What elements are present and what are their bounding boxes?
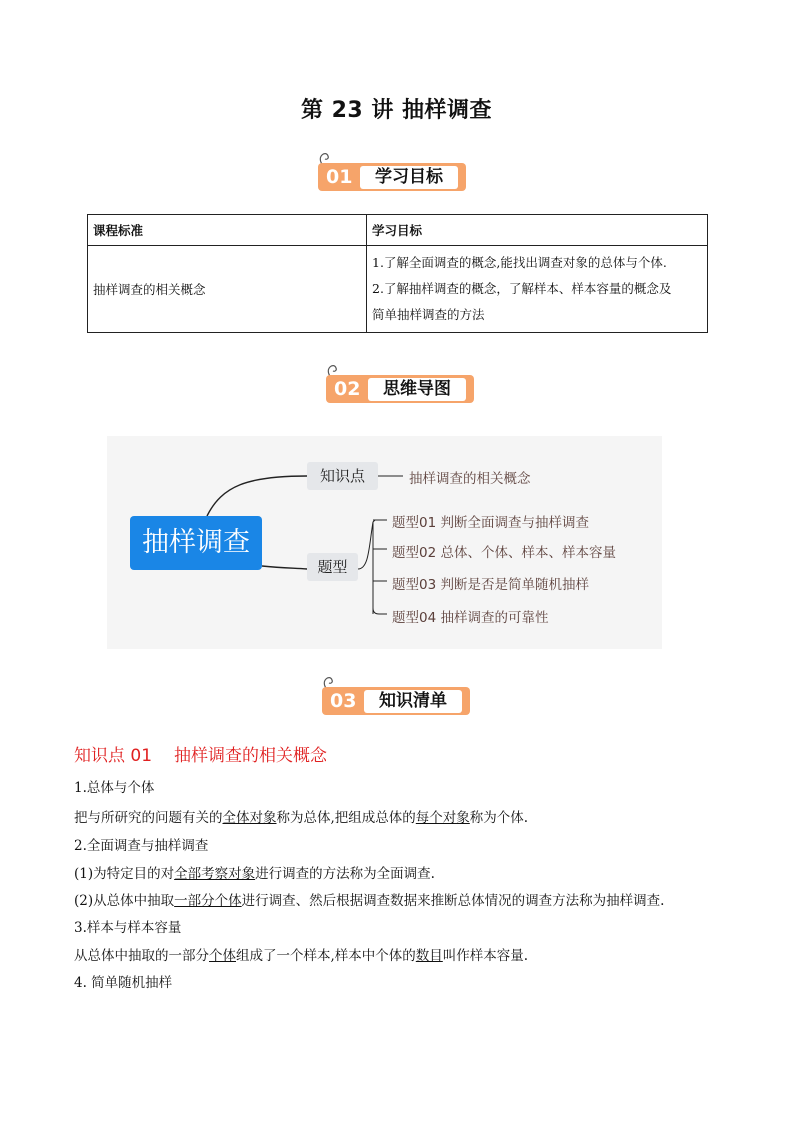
text: 把与所研究的问题有关的 bbox=[74, 810, 223, 826]
section-badge-goals bbox=[316, 150, 468, 194]
header-standard: 课程标准 bbox=[88, 215, 367, 246]
paragraph bbox=[74, 862, 435, 882]
table-row bbox=[88, 246, 708, 333]
goals-table bbox=[87, 214, 708, 333]
cell-goals bbox=[367, 246, 708, 333]
section-title: 3.样本与样本容量 bbox=[74, 920, 182, 936]
text: 进行调查、然后根据调查数据来推断总体情况的调查方法称为抽样调查. bbox=[241, 893, 665, 909]
goal-line: 1.了解全面调查的概念,能找出调查对象的总体与个体. bbox=[372, 255, 667, 270]
underlined-term: 每个对象 bbox=[415, 810, 470, 826]
section-title: 1.总体与个体 bbox=[74, 780, 155, 796]
mind-map-branch-knowledge: 知识点 bbox=[307, 462, 378, 490]
text: (1)为特定目的对 bbox=[74, 866, 175, 882]
knowledge-heading-text: 抽样调查的相关概念 bbox=[174, 746, 328, 766]
badge-number: 02 bbox=[334, 378, 361, 400]
paragraph bbox=[74, 889, 664, 909]
underlined-term: 全部考察对象 bbox=[174, 866, 256, 882]
mind-map-root: 抽样调查 bbox=[130, 516, 262, 570]
mind-map bbox=[107, 436, 662, 649]
header-goals: 学习目标 bbox=[367, 215, 708, 246]
badge-label: 学习目标 bbox=[360, 166, 458, 189]
cell-standard: 抽样调查的相关概念 bbox=[88, 246, 367, 333]
text: 叫作样本容量. bbox=[442, 948, 529, 964]
goal-line: 2.了解抽样调查的概念，了解样本、样本容量的概念及 bbox=[372, 281, 672, 296]
section-title: 2.全面调查与抽样调查 bbox=[74, 838, 209, 854]
text: (2)从总体中抽取 bbox=[74, 893, 175, 909]
badge-label: 思维导图 bbox=[368, 378, 466, 401]
section-title: 4. 简单随机抽样 bbox=[74, 975, 173, 991]
mind-map-branch-types: 题型 bbox=[307, 553, 358, 581]
mind-map-leaf: 抽样调查的相关概念 bbox=[409, 471, 531, 487]
section-badge-knowledge bbox=[320, 674, 472, 718]
knowledge-heading-number: 知识点 01 bbox=[74, 746, 153, 766]
text: 从总体中抽取的一部分 bbox=[74, 948, 209, 964]
section-badge-mindmap bbox=[324, 362, 476, 406]
text: 称为总体,把组成总体的 bbox=[276, 810, 416, 826]
table-header-row bbox=[88, 215, 708, 246]
badge-number: 01 bbox=[326, 166, 353, 188]
page-title: 第 23 讲 抽样调查 bbox=[300, 98, 493, 123]
text: 进行调查的方法称为全面调查. bbox=[255, 866, 435, 882]
badge-label: 知识清单 bbox=[364, 690, 462, 713]
mind-map-leaf: 题型02 总体、个体、样本、样本容量 bbox=[392, 545, 616, 561]
mind-map-leaf: 题型04 抽样调查的可靠性 bbox=[392, 610, 549, 626]
text: 称为个体. bbox=[469, 810, 529, 826]
goal-line: 简单抽样调查的方法 bbox=[372, 307, 485, 322]
mind-map-leaf: 题型03 判断是否是简单随机抽样 bbox=[392, 577, 589, 593]
underlined-term: 数目 bbox=[415, 948, 443, 964]
paragraph bbox=[74, 806, 528, 826]
underlined-term: 一部分个体 bbox=[174, 893, 242, 909]
badge-number: 03 bbox=[330, 690, 357, 712]
knowledge-heading bbox=[74, 741, 327, 766]
paragraph bbox=[74, 944, 528, 964]
underlined-term: 全体对象 bbox=[222, 810, 277, 826]
text: 组成了一个样本,样本中个体的 bbox=[236, 948, 416, 964]
underlined-term: 个体 bbox=[209, 948, 236, 964]
mind-map-leaf: 题型01 判断全面调查与抽样调查 bbox=[392, 515, 589, 531]
